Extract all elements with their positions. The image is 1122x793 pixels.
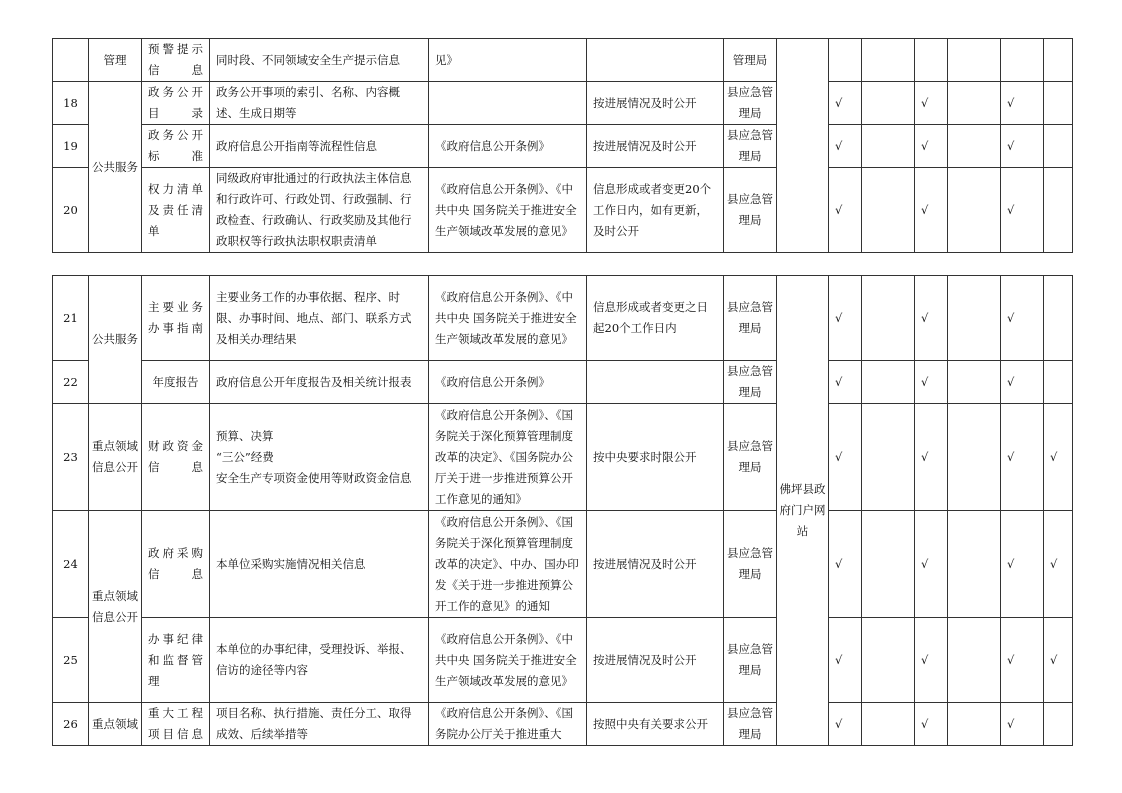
- cell-check: [862, 404, 915, 511]
- cell-basis: 《政府信息公开条例》、《国务院办公厅关于推进重大: [429, 703, 587, 746]
- cell-no: 21: [53, 276, 89, 361]
- cell-check: √: [915, 82, 948, 125]
- cell-time: [587, 361, 724, 404]
- cell-no: 22: [53, 361, 89, 404]
- cell-check: √: [829, 361, 862, 404]
- cell-no: 18: [53, 82, 89, 125]
- cell-check: √: [829, 82, 862, 125]
- cell-basis: 《政府信息公开条例》、《中共中央 国务院关于推进安全生产领域改革发展的意见》: [429, 618, 587, 703]
- cell-check: √: [1044, 618, 1073, 703]
- cell-subject: 县应急管理局: [724, 511, 777, 618]
- cell-check: √: [829, 703, 862, 746]
- cell-item: 预警提示信息: [142, 39, 210, 82]
- cell-time: [587, 39, 724, 82]
- disclosure-table-part2: [52, 275, 1073, 746]
- cell-category: 重点领域: [89, 703, 142, 746]
- cell-check: √: [829, 404, 862, 511]
- cell-subject: 县应急管理局: [724, 361, 777, 404]
- cell-basis: 《政府信息公开条例》、《中共中央 国务院关于推进安全生产领域改革发展的意见》: [429, 276, 587, 361]
- content-line: 安全生产专项资金使用等财政资金信息: [216, 470, 412, 485]
- cell-check: [915, 39, 948, 82]
- cell-channel: [777, 39, 829, 253]
- cell-content: 同时段、不同领域安全生产提示信息: [210, 39, 429, 82]
- cell-check: [862, 276, 915, 361]
- cell-content: 项目名称、执行措施、责任分工、取得成效、后续举措等: [210, 703, 429, 746]
- cell-basis: 《政府信息公开条例》、《中共中央 国务院关于推进安全生产领域改革发展的意见》: [429, 168, 587, 253]
- cell-category: 公共服务: [89, 82, 142, 253]
- cell-check: √: [1001, 168, 1044, 253]
- cell-check: [862, 39, 915, 82]
- cell-subject: 县应急管理局: [724, 618, 777, 703]
- cell-no: 26: [53, 703, 89, 746]
- cell-item: 主要业务办事指南: [142, 276, 210, 361]
- cell-check: [948, 39, 1001, 82]
- cell-check: [948, 618, 1001, 703]
- cell-check: √: [1001, 82, 1044, 125]
- cell-time: 按中央要求时限公开: [587, 404, 724, 511]
- table-row: [53, 82, 1073, 125]
- cell-item: 财政资金信息: [142, 404, 210, 511]
- cell-item: 年度报告: [142, 361, 210, 404]
- cell-check: √: [915, 168, 948, 253]
- cell-check: [1044, 361, 1073, 404]
- cell-subject: 县应急管理局: [724, 82, 777, 125]
- cell-no: 20: [53, 168, 89, 253]
- cell-check: √: [1001, 404, 1044, 511]
- cell-check: √: [915, 703, 948, 746]
- cell-check: [948, 703, 1001, 746]
- cell-content: 政府信息公开年度报告及相关统计报表: [210, 361, 429, 404]
- table-row: [53, 125, 1073, 168]
- cell-check: [862, 618, 915, 703]
- table-row: [53, 618, 1073, 703]
- table-row: [53, 511, 1073, 618]
- table-row: [53, 404, 1073, 511]
- cell-check: [862, 703, 915, 746]
- cell-no: 23: [53, 404, 89, 511]
- table-row: [53, 39, 1073, 82]
- table-row: [53, 168, 1073, 253]
- table-row: [53, 361, 1073, 404]
- cell-check: [948, 404, 1001, 511]
- cell-check: √: [1001, 511, 1044, 618]
- cell-check: [1044, 125, 1073, 168]
- cell-no: 19: [53, 125, 89, 168]
- cell-category: 重点领域信息公开: [89, 404, 142, 511]
- cell-check: [1044, 703, 1073, 746]
- cell-check: √: [829, 618, 862, 703]
- cell-check: [948, 168, 1001, 253]
- cell-category: 重点领域信息公开: [89, 511, 142, 703]
- cell-no: 25: [53, 618, 89, 703]
- cell-check: √: [1044, 511, 1073, 618]
- cell-content: 同级政府审批通过的行政执法主体信息和行政许可、行政处罚、行政强制、行政检查、行政确认、行政奖励及其他行政职权等行政执法职权职责清单: [210, 168, 429, 253]
- cell-check: √: [915, 361, 948, 404]
- cell-check: [1044, 39, 1073, 82]
- cell-category: 公共服务: [89, 276, 142, 404]
- table-row: [53, 276, 1073, 361]
- cell-subject: 县应急管理局: [724, 276, 777, 361]
- cell-basis: [429, 82, 587, 125]
- cell-content: 政府信息公开指南等流程性信息: [210, 125, 429, 168]
- cell-basis: 《政府信息公开条例》、《国务院关于深化预算管理制度改革的决定》、中办、国办印发《关于进一步推进预算公开工作的意见》的通知: [429, 511, 587, 618]
- cell-check: [1044, 82, 1073, 125]
- cell-item: 权力清单及责任清单: [142, 168, 210, 253]
- cell-check: √: [915, 125, 948, 168]
- cell-check: √: [829, 125, 862, 168]
- cell-basis: 《政府信息公开条例》、《国务院关于深化预算管理制度改革的决定》、《国务院办公厅关于进一步推进预算公开工作意见的通知》: [429, 404, 587, 511]
- cell-check: √: [1044, 404, 1073, 511]
- cell-check: √: [1001, 618, 1044, 703]
- cell-no: 24: [53, 511, 89, 618]
- cell-check: [948, 125, 1001, 168]
- cell-content: 本单位的办事纪律，受理投诉、举报、信访的途径等内容: [210, 618, 429, 703]
- cell-content: [210, 404, 429, 511]
- cell-time: 信息形成或者变更20个工作日内，如有更新，及时公开: [587, 168, 724, 253]
- cell-subject: 县应急管理局: [724, 168, 777, 253]
- cell-check: [862, 168, 915, 253]
- cell-time: 按进展情况及时公开: [587, 511, 724, 618]
- cell-basis: 见》: [429, 39, 587, 82]
- content-line: “三公”经费: [216, 449, 274, 464]
- cell-item: 政府采购信息: [142, 511, 210, 618]
- cell-check: [948, 511, 1001, 618]
- cell-time: 按进展情况及时公开: [587, 125, 724, 168]
- cell-subject: 县应急管理局: [724, 404, 777, 511]
- cell-check: [1044, 168, 1073, 253]
- cell-check: √: [829, 276, 862, 361]
- cell-channel: 佛坪县政府门户网站: [777, 276, 829, 746]
- cell-check: √: [1001, 125, 1044, 168]
- cell-subject: 县应急管理局: [724, 703, 777, 746]
- cell-item: 政务公开标准: [142, 125, 210, 168]
- cell-content: 主要业务工作的办事依据、程序、时限、办事时间、地点、部门、联系方式及相关办理结果: [210, 276, 429, 361]
- cell-check: √: [915, 404, 948, 511]
- cell-subject: 管理局: [724, 39, 777, 82]
- cell-check: √: [829, 168, 862, 253]
- cell-check: [1001, 39, 1044, 82]
- cell-time: 按进展情况及时公开: [587, 618, 724, 703]
- cell-check: √: [915, 276, 948, 361]
- cell-check: [948, 361, 1001, 404]
- cell-check: √: [1001, 703, 1044, 746]
- cell-time: 按进展情况及时公开: [587, 82, 724, 125]
- cell-time: 按照中央有关要求公开: [587, 703, 724, 746]
- cell-check: [862, 361, 915, 404]
- cell-item: 重大工程项目信息: [142, 703, 210, 746]
- cell-check: [862, 82, 915, 125]
- cell-content: 本单位采购实施情况相关信息: [210, 511, 429, 618]
- disclosure-table-part1: [52, 38, 1073, 253]
- cell-check: √: [1001, 361, 1044, 404]
- cell-check: √: [915, 511, 948, 618]
- cell-check: [862, 125, 915, 168]
- cell-check: √: [829, 511, 862, 618]
- cell-category: 管理: [89, 39, 142, 82]
- cell-basis: 《政府信息公开条例》: [429, 361, 587, 404]
- cell-check: [1044, 276, 1073, 361]
- table-row: [53, 703, 1073, 746]
- cell-check: [948, 276, 1001, 361]
- cell-check: [829, 39, 862, 82]
- cell-subject: 县应急管理局: [724, 125, 777, 168]
- cell-time: 信息形成或者变更之日起20个工作日内: [587, 276, 724, 361]
- cell-no: [53, 39, 89, 82]
- cell-check: [862, 511, 915, 618]
- cell-item: 政务公开目录: [142, 82, 210, 125]
- cell-content: 政务公开事项的索引、名称、内容概述、生成日期等: [210, 82, 429, 125]
- cell-check: [948, 82, 1001, 125]
- cell-item: 办事纪律和监督管理: [142, 618, 210, 703]
- cell-check: √: [1001, 276, 1044, 361]
- content-line: 预算、决算: [216, 428, 274, 443]
- cell-check: √: [915, 618, 948, 703]
- cell-basis: 《政府信息公开条例》: [429, 125, 587, 168]
